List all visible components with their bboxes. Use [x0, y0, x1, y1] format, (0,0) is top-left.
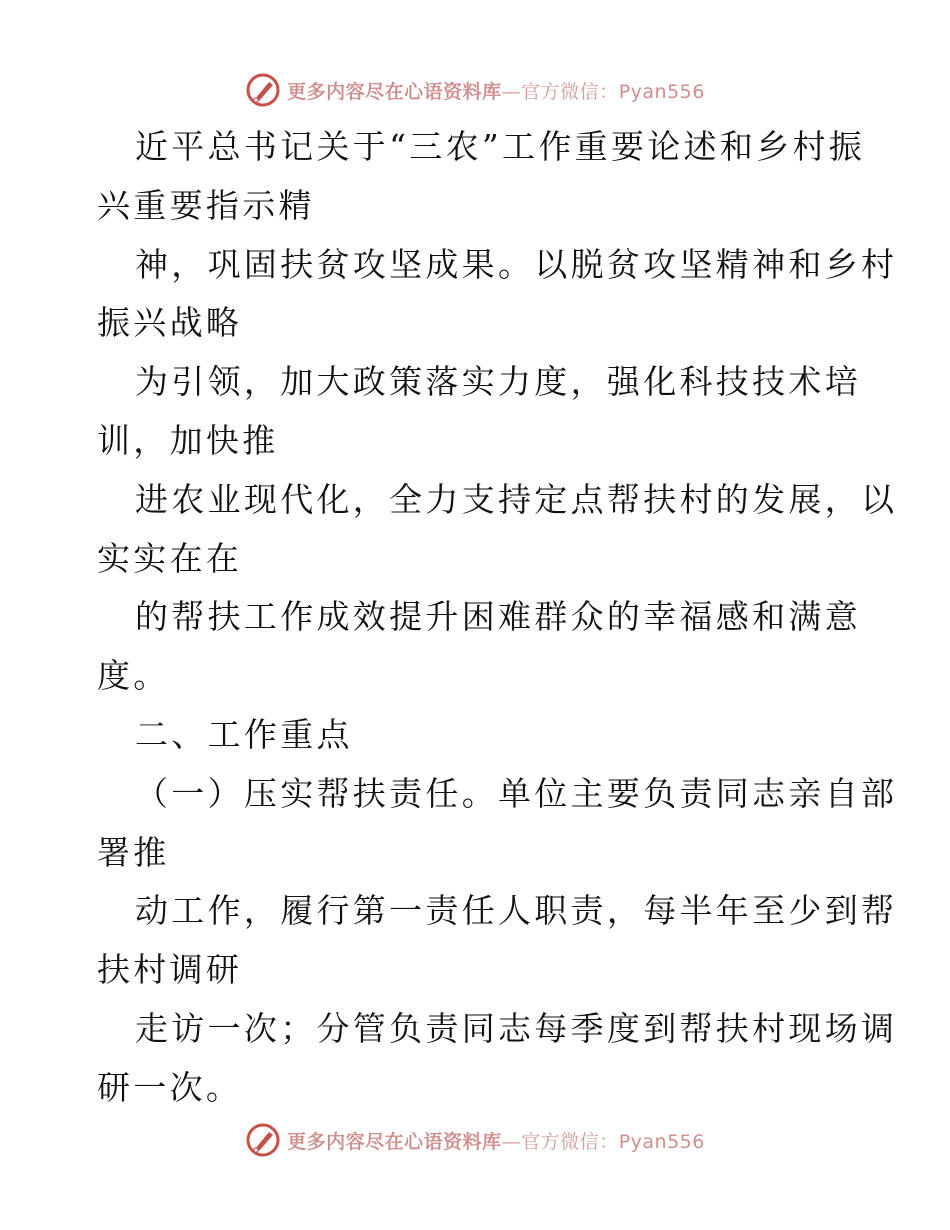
- paragraph-line: 振兴战略: [97, 303, 243, 343]
- footer-watermark-text: [287, 1127, 705, 1154]
- pen-logo-icon: [245, 1122, 281, 1158]
- header-watermark-text: [287, 77, 705, 104]
- paragraph-line: 近平总书记关于“三农”工作重要论述和乡村振: [135, 127, 866, 166]
- paragraph-line: 为引领，加大政策落实力度，强化科技技术培: [135, 362, 861, 402]
- footer-separator: —: [501, 1130, 522, 1153]
- header-promo-text: 更多内容尽在心语资料库: [287, 80, 502, 103]
- footer-promo-text: 更多内容尽在心语资料库: [287, 1130, 502, 1153]
- paragraph-line: 实实在在: [97, 538, 243, 578]
- paragraph-line: 扶村调研: [97, 950, 243, 990]
- header-wechat-label: 官方微信：: [521, 80, 619, 103]
- paragraph-line: 的帮扶工作成效提升困难群众的幸福感和满意: [135, 597, 861, 637]
- paragraph-line: 训，加快推: [97, 420, 279, 460]
- document-body: [97, 118, 898, 1118]
- footer-wechat-id: Pyan556: [618, 1130, 705, 1153]
- paragraph-line: 兴重要指示精: [97, 185, 315, 225]
- header-watermark: [0, 70, 950, 110]
- paragraph-line: 进农业现代化，全力支持定点帮扶村的发展，以: [135, 479, 898, 519]
- footer-wechat-label: 官方微信：: [521, 1130, 619, 1153]
- section-heading: 二、工作重点: [135, 714, 353, 754]
- paragraph-line: 度。: [97, 656, 170, 696]
- paragraph-line: 走访一次；分管负责同志每季度到帮扶村现场调: [135, 1008, 898, 1048]
- paragraph-line: 神，巩固扶贫攻坚成果。以脱贫攻坚精神和乡村: [135, 244, 898, 284]
- paragraph-line: 动工作，履行第一责任人职责，每半年至少到帮: [135, 891, 898, 931]
- header-wechat-id: Pyan556: [618, 80, 705, 103]
- pen-logo-icon: [245, 72, 281, 108]
- paragraph-line: 研一次。: [97, 1067, 243, 1107]
- paragraph-line: 署推: [97, 832, 170, 872]
- paragraph-line: （一）压实帮扶责任。单位主要负责同志亲自部: [135, 773, 898, 813]
- footer-watermark: [0, 1120, 950, 1160]
- header-separator: —: [501, 80, 522, 103]
